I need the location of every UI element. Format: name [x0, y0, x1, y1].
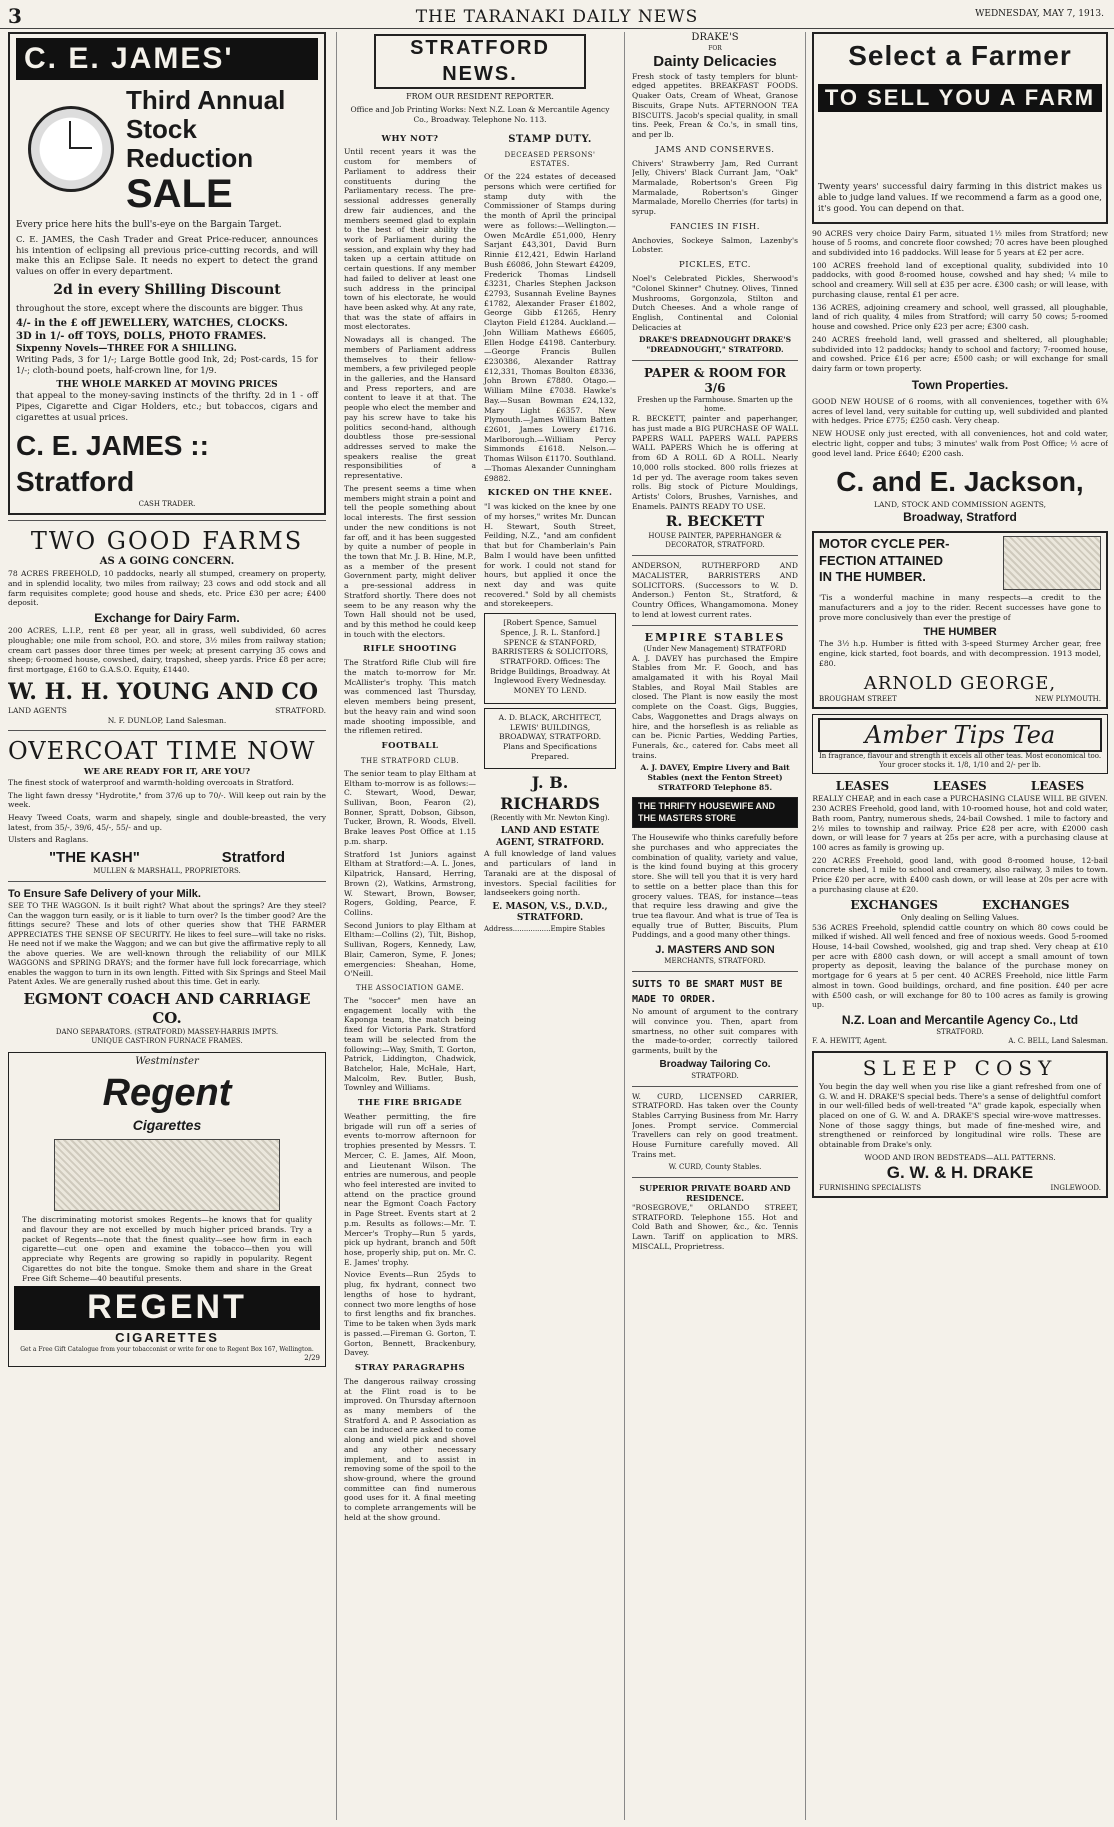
- milk-waggon-ad: [8, 887, 326, 1046]
- james-line1: Third Annual: [126, 85, 286, 116]
- james-tagline: Every price here hits the bull's-eye on the Bargain Target.: [16, 220, 282, 231]
- james-deal-1: 4/- in the £ off JEWELLERY, WATCHES, CLOCKS.: [16, 317, 288, 329]
- pickles-p: Noel's Celebrated Pickles, Sherwood's "Colonel Skinner" Chutney. Olives, Tinned Mushrooms, Gorgonzola, Stilton and Dutch Cheeses. And a whole range of English, Continental and Colonial Delicacies at: [632, 274, 798, 332]
- sell-title: TO SELL YOU A FARM: [818, 84, 1102, 112]
- overcoat-ad: [8, 736, 326, 876]
- fire-p2: Novice Events—Run 25yds to plug, fix hydrant, connect two lengths of hose to hydrant, connect two more lengths of hose to first lengths and fix branches. Time to be taken when 3yds mark is passed.—Fireman G. Gorton, T. Gorton, Bennett, Brackenbury, Davey.: [344, 1270, 476, 1358]
- regent-sub: Cigarettes: [132, 1117, 202, 1134]
- farms-exchange: Exchange for Dairy Farm.: [94, 610, 240, 625]
- column-2: [344, 32, 616, 1820]
- drake-addr: [819, 1184, 1101, 1193]
- rifle-heading: RIFLE SHOOTING: [363, 644, 457, 655]
- leases-sub: REALLY CHEAP, and in each case a PURCHASING CLAUSE WILL BE GIVEN.: [812, 794, 1108, 804]
- james-offer-note: throughout the store, except where the discounts are bigger. Thus: [16, 304, 303, 315]
- james-title-stack: [126, 86, 318, 216]
- arnold-town: NEW PLYMOUTH.: [1035, 694, 1101, 703]
- divider: [8, 881, 326, 882]
- james-offer: 2d in every Shilling Discount: [53, 282, 281, 299]
- broadway-tailoring: Broadway Tailoring Co.: [659, 1058, 771, 1070]
- black-text: A. D. BLACK, ARCHITECT, LEWIS' BUILDINGS, BROADWAY, STRATFORD. Plans and Specifications Prepared.: [498, 712, 602, 761]
- egmont-foot-1: DANO SEPARATORS. (STRATFORD) MASSEY-HARRIS IMPTS.: [55, 1027, 279, 1036]
- masters-name: J. MASTERS AND SON: [655, 944, 775, 957]
- assoc-p: The "soccer" men have an engagement locally with the Kaponga team, the match being fixed for Victoria Park. Stratford team will be selected from the following:—Way, Smith, T. Gorton, Patrick, Liddington, Chadwick, Batchelor, Hale, McHale, Hart, Malcolm, Rev. Butler, Bush, Townley and Williams.: [344, 995, 476, 1093]
- listing-136: 136 ACRES, adjoining creamery and school, well grassed, all ploughable, land of rich quality, 4 miles from Stratford; will carry 50 cows; 5-roomed house and cowshed. Price only £23 per acre; £300 cash.: [812, 302, 1108, 332]
- davey-sig: A. J. DAVEY, Empire Livery and Bait Stables (next the Fenton Street) STRATFORD Telephone 85.: [640, 763, 790, 792]
- news-body: [344, 129, 616, 1526]
- overcoat-title: OVERCOAT TIME NOW: [8, 737, 316, 766]
- young-agent-name: W. H. H. YOUNG AND CO: [8, 678, 319, 705]
- beckett-p: R. BECKETT, painter and paperhanger, has just made a BIG PURCHASE OF WALL PAPERS WALL PAPERS WALL PAPERS WALL PAPERS Which he is offering at from 6D A ROLL 6D A ROLL. Nearly 10,000 rolls stocked. 800 rolls friezes at 1d per yd. The average room takes seven rolls. Big stock of Picture Mouldings, Artists' Colors, Brushes, Varnishes, and Enamels. PAINTS READY TO USE.: [632, 414, 798, 511]
- regent-big-sub: CIGARETTES: [115, 1329, 219, 1345]
- james-line3: Reduction: [126, 142, 254, 173]
- divider: [632, 1177, 798, 1178]
- town-heading: Town Properties.: [911, 377, 1009, 392]
- humber-header: [819, 536, 1101, 590]
- empire-title: EMPIRE STABLES: [644, 630, 786, 644]
- sleep-sub: WOOD AND IRON BEDSTEADS—ALL PATTERNS.: [864, 1152, 1056, 1162]
- regent-foot: Get a Free Gift Catalogue from your tobacconist or write for one to Regent Box 167, Wellington.: [20, 1346, 314, 1354]
- divider: [632, 360, 798, 361]
- knee-p: "I was kicked on the knee by one of my horses," writes Mr. Duncan H. Stewart, South Street, Feilding, N.Z., "and am confident that but for Chamberlain's Pain Balm I would have been unfitted for work. I could not stand for hours, but applied it once the next day and was quite recovered." Sold by all chemists and storekeepers.: [484, 502, 616, 609]
- superior-p: "ROSEGROVE," ORLANDO STREET, STRATFORD. Telephone 155. Hot and Cold Bath and Shower, &c., &c. Tennis Lawn. Tariff on application to MRS. MISCALL, Proprietress.: [632, 1202, 798, 1251]
- thrifty-p: The Housewife who thinks carefully before she purchases and who appreciates the combination of quality, variety and value, is the kind found buying at this grocery store. She will tell you that it is very hard to settle on a better place than this for grocery values. TEAS, for instance—teas that require less drawing and give the true tea flavour. And what is true of Tea is equally true of Butter, Biscuits, Plum Puddings, and a good many other things.: [632, 833, 798, 940]
- nz-loan-sub: STRATFORD.: [936, 1028, 984, 1037]
- issue-date: WEDNESDAY, MAY 7, 1913.: [975, 9, 1104, 19]
- motorcycle-illustration: [1003, 536, 1101, 590]
- james-name: C. E. JAMES': [16, 38, 318, 80]
- divider: [8, 730, 326, 731]
- jams-p: Chivers' Strawberry Jam, Red Currant Jelly, Chivers' Black Currant Jam, "Oak" Marmalade, Robertson's Green Fig Marmalade, Robertson's Ginger Marmalade, Morello Cherries (for tarts) in syrup.: [632, 158, 798, 217]
- nz-salesman: A. C. BELL, Land Salesman.: [1008, 1037, 1108, 1046]
- young-agent-details: [8, 706, 326, 716]
- paper-room-title: PAPER & ROOM FOR 3/6: [643, 365, 787, 395]
- land-agent-p: A full knowledge of land values and particulars of land in Taranaki are at the disposal of investors. Special facilities for landseekers going north.: [484, 849, 616, 898]
- exchanges-title: EXCHANGES EXCHANGES: [850, 897, 1070, 912]
- farm-listing-1: 78 ACRES FREEHOLD, 10 paddocks, nearly all stumped, creamery on property, and in splendid locality, two miles from railway; 23 cows and odd stock and all farm requisites complete; good house and sheds, etc. Price £30 per acre; £400 deposit.: [8, 569, 326, 608]
- curd-p: W. CURD, LICENSED CARRIER, STRATFORD. Has taken over the County Stables Carrying Business from Mr. Harry Jones. Prompt service. Commercial Travellers can rely on good treatment. House Furniture carefully moved. All Trains met.: [632, 1091, 798, 1159]
- james-signature: C. E. JAMES :: Stratford: [16, 429, 209, 497]
- spacer: [818, 122, 1102, 182]
- suits-p: No amount of argument to the contrary will convince you. Then, apart from smartness, no other suit compares with the made-to-order, correctly tailored garments, built by the: [632, 1007, 798, 1056]
- drake-for: FOR: [708, 44, 722, 52]
- regent-body: The discriminating motorist smokes Regents—he knows that for quality and flavour they are not excelled by much higher priced brands. Try a packet of Regents—note that the finest quality—see how firm in each cigarette—cut one open and examine the tobacco—then you will appreciate why Regents are growing so rapidly in popularity. Regent Cigarettes do not bite the tongue. Smoke them and share in the Great Free Gift Scheme—40 beautiful presents.: [22, 1215, 312, 1283]
- stray-heading: STRAY PARAGRAPHS: [354, 1362, 466, 1373]
- shop-name: "THE KASH": [48, 849, 140, 867]
- fb-p2: Stratford 1st Juniors against Eltham at Stratford:—A. L. Jones, Kilpatrick, Hansard, Herring, Brown (2), Watkins, Armstrong, W. Stewart, Brown, Bowser, Rogers, Golding, Pearce, F. Collins.: [344, 849, 476, 917]
- divider: [632, 1086, 798, 1087]
- land-agent-title: LAND AND ESTATE AGENT, STRATFORD.: [496, 826, 604, 848]
- listing-100: 100 ACRES freehold land of exceptional quality, subdivided into 10 paddocks, with good 8-roomed house, cowshed and hay shed; ¼ mile to school and creamery. Will sell at £35 per acre. £300 cash; or will lease, with purchasing clause, rental £1 per acre.: [812, 260, 1108, 299]
- fire-heading: THE FIRE BRIGADE: [357, 1098, 463, 1109]
- column-rule: [336, 32, 337, 1820]
- spence-text: [Robert Spence, Samuel Spence, J. R. L. Stanford.] SPENCE & STANFORD, BARRISTERS & SOLICITORS, STRATFORD. Offices: The Bridge Buildings, Broadway. At Inglewood Every Wednesday. MONEY TO LEND.: [489, 618, 611, 696]
- select-farmer-ad: [812, 32, 1108, 224]
- divider: [8, 520, 326, 521]
- spence-stanford-ad: [484, 613, 616, 704]
- divider: [632, 971, 798, 972]
- beckett-name: R. BECKETT: [665, 514, 765, 531]
- jackson-addr: Broadway, Stratford: [903, 509, 1017, 524]
- drake-town: INGLEWOOD.: [1050, 1184, 1101, 1193]
- town-p1: GOOD NEW HOUSE of 6 rooms, with all conveniences, together with 6¾ acres of level land, very suitable for cutting up, well subdivided and planted with hedges. Price £775; £250 cash. Very cheap.: [812, 397, 1108, 426]
- james-deal-4: Writing Pads, 3 for 1/-; Large Bottle good Ink, 2d; Post-cards, 15 for 1/-; cloth-bound poets, half-crown line, for 1/9.: [16, 355, 318, 376]
- drake-spec: FURNISHING SPECIALISTS: [819, 1184, 921, 1193]
- suits-title: SUITS TO BE SMART MUST BE MADE TO ORDER.: [632, 979, 783, 1006]
- overcoat-line-3: Heavy Tweed Coats, warm and shapely, single and double-breasted, the very latest, from 35/-, 39/6, 45/-, 55/- and up.: [8, 813, 326, 832]
- stray-p: The dangerous railway crossing at the Flint road is to be improved. On Thursday afternoon as many members of the Stratford A. and P. Association as can be induced are asked to come along and wield pick and shovel and any other necessary implement, and to assist in removing some of the spoil to the show-ground, where the ground committee can find numerous good uses for it. A final meeting to complete arrangements will be held at the show ground.: [344, 1376, 476, 1522]
- egmont-foot-2: UNIQUE CAST-IRON FURNACE FRAMES.: [91, 1036, 243, 1045]
- james-line4: SALE: [126, 172, 233, 217]
- james-body: C. E. JAMES, the Cash Trader and Great Price-reducer, announces his intention of eclipsing all previous price-cutting records, and will make this an Eclipse Sale. It needs no expert to detect the grand values on offer in every department.: [16, 234, 318, 278]
- farms-title: TWO GOOD FARMS: [30, 526, 304, 555]
- why-p3: The present seems a time when members might strain a point and tell the people something about local interests. The first session under the new conditions is not far off, and it has been suggested by quite a number of people in the town that Mr. J. B. Hine, M.P., as a member of the present Government party, might deliver a pre-sessional address in Stratford shortly. There does not seem to be any reason why the Town Hall should not be used, and by this method he could keep in touch with the electors.: [344, 483, 476, 639]
- milk-title: To Ensure Safe Delivery of your Milk.: [8, 888, 201, 901]
- humber-title: THE HUMBER: [923, 626, 997, 639]
- fire-p1: Weather permitting, the fire brigade will run off a series of events to-morrow afternoon for trophies presented by Messrs. T. Mercer, C. E. James, Alf. Moon, and Lieutenant Wilson. The entries are numerous, and people who feel interested are invited to attend on the practice ground near the Egmont Coach Factory in Page Street. Events start at 2 p.m. Results as follows:—Mr. T. Mercer's Trophy—Run 5 yards, pick up hydrant, branch and 50ft hose, properly ship, put on. Mr. C. E. James' trophy.: [344, 1111, 476, 1267]
- regent-cigarettes-ad: [8, 1052, 326, 1367]
- amber-tips-ad: [812, 714, 1108, 775]
- regent-code: 2/29: [304, 1354, 320, 1363]
- james-line2: Stock: [126, 113, 197, 144]
- overcoat-shop: [8, 848, 326, 867]
- column-1: [8, 32, 326, 1820]
- office-line: Office and Job Printing Works: Next N.Z. Loan & Mercantile Agency Co., Broadway. Telephone No. 113.: [350, 105, 610, 125]
- drake-title: Dainty Delicacies: [653, 53, 777, 71]
- beckett-sub: HOUSE PAINTER, PAPERHANGER & DECORATOR, STRATFORD.: [648, 532, 782, 550]
- agent-salesman: N. F. DUNLOP, Land Salesman.: [107, 715, 227, 725]
- watch-icon: [28, 106, 114, 192]
- lease-2: 220 ACRES Freehold, good land, with good 8-roomed house, 12-bail concrete shed, 1 mile to school and creamery, also railway, 3 miles to town. Price £20 per acre, with £400 cash down, or will lease at 20s per acre with a purchasing clause at £20.: [812, 855, 1108, 894]
- humber-ad: [812, 531, 1108, 708]
- nz-loan-name: N.Z. Loan and Mercantile Agency Co., Ltd: [841, 1012, 1079, 1027]
- overcoat-sub: WE ARE READY FOR IT, ARE YOU?: [83, 766, 251, 777]
- column-rule: [805, 32, 806, 1820]
- reporter-line: FROM OUR RESIDENT REPORTER.: [406, 92, 554, 102]
- richards-sub: (Recently with Mr. Newton King).: [490, 814, 610, 823]
- anderson-p: ANDERSON, RUTHERFORD AND MACALISTER, BARRISTERS AND SOLICITORS. (Successors to W. D. Anderson.) Fenton St., Stratford, & Country Offices, Whangamomona. Money to lend at lowest current rates.: [632, 561, 798, 619]
- james-signature-sub: CASH TRADER.: [138, 499, 196, 508]
- james-deal-6: that appeal to the money-saving instincts of the thrifty. 2d in 1 - off Pipes, Cigarette and Cigar Holders, etc.; but tobaccos, cigars and cigarettes at usual prices.: [16, 391, 318, 424]
- stamp-heading: STAMP DUTY.: [508, 133, 592, 145]
- farms-sub: AS A GOING CONCERN.: [99, 556, 235, 568]
- why-p1: Until recent years it was the custom for members of Parliament to address their constituents during the Parliamentary recess. The pre-sessional addresses generally drew fair audiences, and the members seemed glad to explain to the best of their ability the work of Parliament during the session, and explain why they had taken up a certain attitude on certain questions. If any member had failed to deliver at least one such address in the principal town of his electorate, he would have been asked why. At any rate, that was the state of affairs in most electorates.: [344, 147, 476, 332]
- broadway-sub: STRATFORD.: [691, 1071, 739, 1080]
- james-deal-3: Sixpenny Novels—THREE FOR A SHILLING.: [16, 343, 237, 354]
- select-title: Select a Farmer: [848, 40, 1072, 71]
- estates-heading: DECEASED PERSONS' ESTATES.: [504, 151, 596, 169]
- regent-top: Westminster: [135, 1055, 199, 1067]
- overcoat-props: MULLEN & MARSHALL, PROPRIETORS.: [93, 867, 241, 876]
- assoc-heading: THE ASSOCIATION GAME.: [355, 983, 465, 992]
- fb-p1: The senior team to play Eltham at Eltham to-morrow is as follows:—C. Stewart, Wood, Dewar, Sullivan, Boon, Fearon (2), Bonner, Spratt, Dobson, Gibson, Tucker, Brown, R. Woods, Elvell. Brake leaves Post Office at 1.15 p.m. sharp.: [344, 768, 476, 846]
- arnold-addr: [819, 695, 1101, 704]
- football-heading: FOOTBALL: [381, 741, 439, 752]
- listing-90: 90 ACRES very choice Dairy Farm, situated 1½ miles from Stratford; new house of 5 rooms, and concrete floor cowshed; 70 acres have been ploughed and subdivided into 16 paddocks. Will lease for 5 years at £2 per acre.: [812, 228, 1108, 258]
- egmont-firm: EGMONT COACH AND CARRIAGE CO.: [23, 989, 311, 1027]
- masters-sub: MERCHANTS, STRATFORD.: [664, 957, 766, 966]
- james-deal-5: THE WHOLE MARKED AT MOVING PRICES: [56, 379, 278, 390]
- drake-p: Fresh stock of tasty templers for blunt-edged appetites. BREAKFAST FOODS. Quaker Oats, Cream of Wheat, Granose Biscuits, Grape Nuts. AFTERNOON TEA BISCUITS. Jacob's special quality, in small tins. Peek, Frean & Co.'s, in small tins, and per lb.: [632, 71, 798, 139]
- why-not-heading: WHY NOT?: [381, 133, 439, 144]
- nz-agent: F. A. HEWITT, Agent.: [812, 1037, 888, 1046]
- newspaper-title: THE TARANAKI DAILY NEWS: [415, 7, 699, 27]
- estates-p: Of the 224 estates of deceased persons which were certified for stamp duty with the Commissioner of Stamps during the month of April the principal were as follows:—Wellington.—Owen McArdle £51,000, Henry Sarjant £43,301, David Burn Rinnie £12,421, Edwin Harland Bush £6086, John Stewart £4209, Frederick Thomas Lindsell £3231, Charles Stephen Jackson £2793, Susannah Eveline Baynes £1782, Alexander Fraser £1802, George Gibb £1265, Henry Clayton Field £1284. Auckland.—John William Mathews £6605, Ellen Hodge £4198. Canterbury.—George Francis Bullen £230386, Alexander Rattray £12,331, Thomas Boulton £8336, John Brown £7880. Otago.—William Milne £7038. Hawke's Bay.—Susan Bowman £24,132, Mary Light £6357. New Plymouth.—James William Batten £2601, James Lowery £1716. Marlborough.—William Percy Simmonds £1618. Nelson.—Thomas Wilson £1170. Southland.—Thomas Alexander Cunningham £9882.: [484, 172, 616, 483]
- column-4: [812, 32, 1108, 1820]
- richards-name: J. B. RICHARDS: [500, 773, 600, 813]
- mason-name: E. MASON, V.S., D.V.D., STRATFORD.: [492, 901, 608, 924]
- paper-room-sub: Freshen up the Farmhouse. Smarten up the home.: [637, 396, 793, 414]
- sleep-p: You begin the day well when you rise like a giant refreshed from one of G. W. and H. DRAKE'S special beds. There's a sense of delightful comfort in our well-filled beds of well-treated "A" grade kapok, especially when placed on one of G. W. and A. DRAKE'S special wire-wove mattresses. None of those saggy things, but made of fine-meshed wire, and strengthened or reinforced by longitudinal wire rolls. These are obtainable from Drake's only.: [819, 1081, 1101, 1150]
- divider: [632, 555, 798, 556]
- rifle-p: The Stratford Rifle Club will fire the match to-morrow for Mr. McAllister's trophy. This match was commenced last Thursday, eleven members being present, but the heavy rain and wind soon made shooting impossible, and the riflemen retired.: [344, 658, 476, 736]
- pickles-heading: PICKLES, ETC.: [679, 260, 751, 271]
- fish-p: Anchovies, Sockeye Salmon, Lazenby's Lobster.: [632, 235, 798, 255]
- town-p2: NEW HOUSE only just erected, with all conveniences, hot and cold water, electric light, copper and tubs; 3 minutes' walk from Post Office; ½ acre of good level land. Price £640; £200 cash.: [812, 429, 1108, 458]
- drake-furnishing: G. W. & H. DRAKE: [886, 1163, 1034, 1183]
- agent-label: LAND AGENTS: [8, 706, 67, 716]
- humber-line1: MOTOR CYCLE PER-: [819, 536, 950, 552]
- news-left-col: [344, 129, 476, 1526]
- tea-title: Amber Tips Tea: [818, 718, 1102, 753]
- drake-head: DRAKE'S: [691, 32, 739, 43]
- james-headline: [16, 86, 318, 216]
- james-sale-ad: [8, 32, 326, 515]
- superior-title: SUPERIOR PRIVATE BOARD AND RESIDENCE.: [639, 1182, 791, 1203]
- regent-big: REGENT: [14, 1286, 320, 1330]
- milk-body: SEE TO THE WAGGON. Is it built right? What about the springs? Are they steel? Can the waggon turn easily, or is it liable to turn over? Is the timber good? Are the fittings secure? These and lots of other queries show that THE FARMER APPRECIATES THE SENSE OF SECURITY. He likes to feel sure—will take no risks. He need not if we make the Waggon; and we can but give the affirmative reply to all the above queries. We are well-known through the reliability of our MILK WAGGONS and SPRING DRAYS; and the former have full lock forecarriage, which enables the waggon to turn in its own length. Fitted with Six Springs and Steel Mail Patent Axles. We are generally rushed about this time. Get in early.: [8, 901, 326, 987]
- drake-sig: DRAKE'S DREADNOUGHT DRAKE'S "DREADNOUGHT," STRATFORD.: [638, 335, 791, 354]
- nz-loan-staff: [812, 1037, 1108, 1046]
- sleep-title: SLEEP COSY: [862, 1056, 1058, 1081]
- lease-1: 230 ACRES Freehold, good land, with 10-roomed house, hot and cold water, Bath room, Pantry, numerous sheds, 24-bail Cowshed. 1 mile to factory and 2½ miles to township and railway. Price £28 per acre, with £2000 cash down, or will lease for 7 years at 25s per acre, with a purchasing clause at 100 acres as family is growing up.: [812, 804, 1108, 852]
- thrifty-banner: THE THRIFTY HOUSEWIFE AND THE MASTERS STORE: [632, 797, 798, 828]
- news-right-col: [484, 129, 616, 1526]
- black-architect-ad: [484, 708, 616, 770]
- select-intro: Twenty years' successful dairy farming in this district makes us able to judge land values. If we recommend a farm as a good one, it's good. You can depend on that.: [818, 181, 1102, 214]
- exchanges-sub: Only dealing on Selling Values.: [900, 912, 1020, 922]
- humber-p: 'Tis a wonderful machine in many respects—a credit to the manufacturers and a joy to the rider. Recent successes have gone to prove more conclusively than ever the prestige of: [819, 593, 1101, 622]
- divider: [632, 625, 798, 626]
- empire-sub: (Under New Management) STRATFORD: [643, 644, 787, 653]
- empire-p: A. J. DAVEY has purchased the Empire Stables from Mr. F. Gooch, and has amalgamated it with his Royal Mail Stables, and Royal Mail Stables are closed. The Plant is now easily the most complete on the Coast. Gigs, Buggies, Cabs, Waggonettes and Drags always on hire, and the horseflesh is as reliable as can be. Picnic Parties, Wedding Parties, Funerals, &c., catered for. Cabs meet all trains.: [632, 653, 798, 760]
- fish-heading: FANCIES IN FISH.: [669, 221, 761, 232]
- mason-sub: Address.................Empire Stables: [484, 924, 605, 933]
- james-deal-2: 3D in 1/- off TOYS, DOLLS, PHOTO FRAMES.: [16, 330, 267, 342]
- humber-headline: [819, 536, 1003, 590]
- masthead: [0, 0, 1114, 29]
- watch-illustration: [16, 86, 126, 192]
- exchanges-p: 536 ACRES Freehold, splendid cattle country on which 80 cows could be milked if wished. All well fenced and free of noxious weeds. Good 5-roomed House, 14-bail Cowshed, woolshed, gig and trap shed. Very cheap at £10 per acre with £800 cash down, or will accept a small amount of town property as deposit, leaving the balance of the purchase money on mortgage for 6 years at 5 per cent. 40 ACRES Freehold, nice little Farm almost in town. Good buildings, orchard, and fine position. £40 per acre with £500 cash, or will exchange for 80 to 100 acres as family is growing up.: [812, 922, 1108, 1010]
- listing-240: 240 ACRES freehold land, well grassed and sheltered, all ploughable; subdivided into 12 paddocks; handy to school and factory; 7-roomed house, and cowshed. Price £16 per acre; £500 cash; or will exchange for small dairy farm or town property.: [812, 334, 1108, 373]
- humber-line2: FECTION ATTAINED: [819, 552, 943, 568]
- leases-title: LEASES LEASES LEASES: [835, 779, 1085, 794]
- humber-details: The 3½ h.p. Humber is fitted with 3-speed Sturmey Archer gear, free engine, kick started, foot boards, and with decompression. 1913 model, £80.: [819, 639, 1101, 668]
- arnold-name: ARNOLD GEORGE,: [863, 672, 1057, 694]
- knee-heading: KICKED ON THE KNEE.: [487, 488, 613, 499]
- agent-town: STRATFORD.: [275, 706, 326, 716]
- farm-listing-2: 200 ACRES, L.I.P., rent £8 per year, all in grass, well subdivided, 60 acres ploughable; one mile from school, P.O. and store, 3½ miles from railway station; cream cart passes door three times per week; at present carrying 35 cows and sheep; 6-roomed house, cowshed, dairy, trapshed, sheep yards. Price £8 per acre; first mortgage, £160 to G.A.S.O. Equity, £1440.: [8, 626, 326, 675]
- overcoat-line-2: The light fawn dressy "Hydrotite," from 37/6 up to 70/-. Will keep out rain by the week.: [8, 790, 326, 810]
- arnold-street: BROUGHAM STREET: [819, 694, 897, 703]
- regent-brand: Regent: [102, 1071, 232, 1114]
- football-club: THE STRATFORD CLUB.: [360, 756, 460, 765]
- fb-p3: Second Juniors to play Eltham at Eltham:—Collins (2), Tilt, Bishop, Sullivan, Rogers, Kennedy, Law, Blair, Cameron, Syme, F. Jones; emergencies: Sheahan, Home, O'Neill.: [344, 920, 476, 979]
- shop-town: Stratford: [221, 849, 286, 867]
- tea-sub: In fragrance, flavour and strength it excels all other teas. Most economical too. Your grocer stocks it. 1/8, 1/10 and 2/- per lb.: [818, 752, 1102, 770]
- page-number: 3: [8, 4, 22, 28]
- two-farms-ad: [8, 526, 326, 726]
- column-3: [632, 32, 798, 1820]
- jackson-sub: LAND, STOCK AND COMMISSION AGENTS,: [874, 500, 1046, 510]
- stratford-news-title: STRATFORD NEWS.: [374, 34, 586, 89]
- overcoat-line-4: Ulsters and Raglans.: [8, 835, 89, 845]
- curd-sig: W. CURD, County Stables.: [668, 1162, 762, 1171]
- sleep-cosy-ad: [812, 1051, 1108, 1198]
- humber-line3: IN THE HUMBER.: [819, 569, 926, 585]
- why-p2: Nowadays all is changed. The members of Parliament address themselves to their fellow-members, a few privileged people in the galleries, and the Hansard and Press reporters, and are content to leave it at that. The people who elect the member and pay his screw have to take his politics second-hand, although doubtless those pre-sessional addresses served to make the speakers realise the great responsibilities of a representative.: [344, 335, 476, 481]
- jackson-name: C. and E. Jackson,: [836, 466, 1084, 498]
- jams-heading: JAMS AND CONSERVES.: [655, 144, 775, 155]
- motorist-illustration: [54, 1139, 280, 1211]
- column-rule: [624, 32, 625, 1820]
- overcoat-line-1: The finest stock of waterproof and warmth-holding overcoats in Stratford.: [8, 777, 294, 787]
